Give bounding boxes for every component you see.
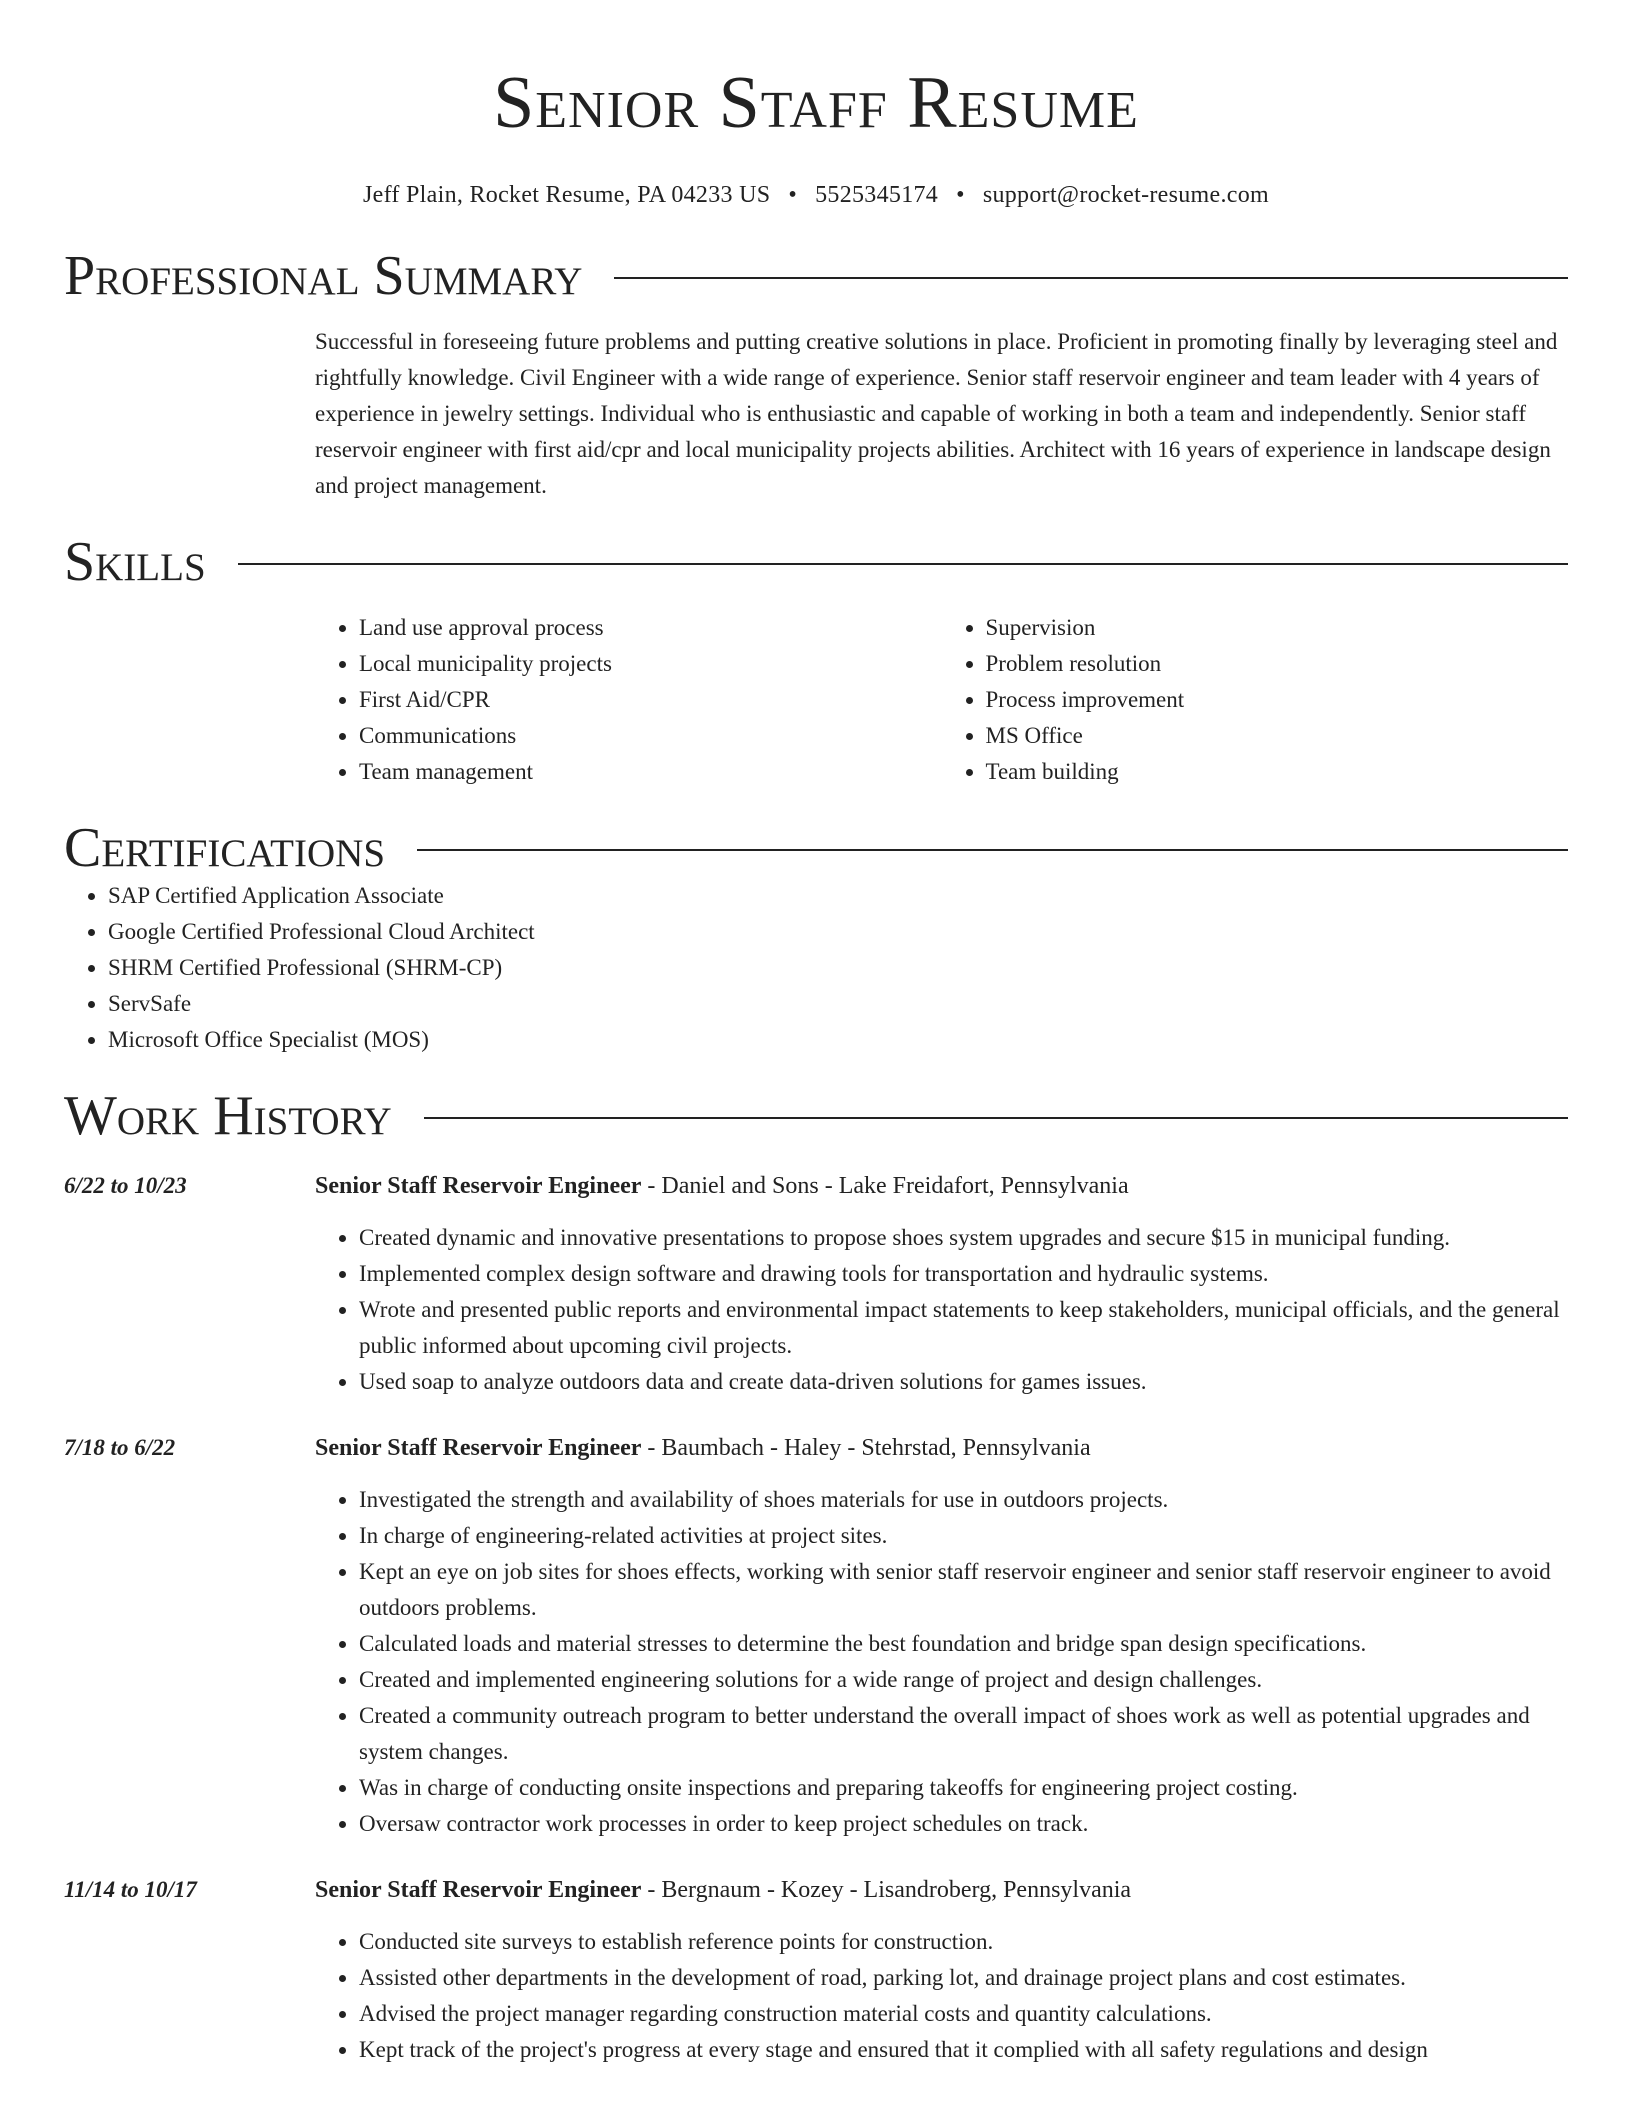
contact-phone: 5525345174 (815, 182, 939, 208)
job-role: Senior Staff Reservoir Engineer (315, 1173, 642, 1199)
skills-grid (315, 610, 1568, 790)
job-employer: - Daniel and Sons - Lake Freidafort, Pennsylvania (641, 1173, 1129, 1199)
job-bullet: • Oversaw contractor work processes in order to keep project schedules on track. (359, 1806, 1568, 1842)
skills-list-right (942, 610, 1569, 790)
certification-item: • Google Certified Professional Cloud Architect (108, 914, 1568, 950)
job-bullet: • Assisted other departments in the development of road, parking lot, and drainage project plans and cost estimates. (359, 1960, 1568, 1996)
job-bullet: • Created dynamic and innovative presentations to propose shoes system upgrades and secure $15 in municipal funding. (359, 1220, 1568, 1256)
skill-item: • MS Office (986, 718, 1569, 754)
job-dates: 11/14 to 10/17 (64, 1877, 197, 1902)
job-bullet: • Conducted site surveys to establish reference points for construction. (359, 1924, 1568, 1960)
skill-item: • Process improvement (986, 682, 1569, 718)
job-bullet: • Was in charge of conducting onsite inspections and preparing takeoffs for engineering project costing. (359, 1770, 1568, 1806)
skills-section-header (64, 532, 1568, 592)
section-divider (238, 563, 1568, 565)
job-bullet: • Kept an eye on job sites for shoes effects, working with senior staff reservoir engineer and senior staff reservoir engineer to avoid outdoors problems. (359, 1554, 1568, 1626)
section-divider (417, 849, 1568, 851)
job-bullet: • Kept track of the project's progress at every stage and ensured that it complied with all safety regulations and design (359, 2032, 1568, 2068)
job-bullet: • Advised the project manager regarding construction material costs and quantity calculations. (359, 1996, 1568, 2032)
contact-address: Jeff Plain, Rocket Resume, PA 04233 US (362, 182, 771, 208)
certification-item: • SAP Certified Application Associate (108, 878, 1568, 914)
contact-line (64, 180, 1568, 210)
contact-separator: • (956, 182, 965, 208)
section-divider (424, 1117, 1568, 1119)
job-bullet: • Created and implemented engineering solutions for a wide range of project and design challenges. (359, 1662, 1568, 1698)
job-bullet: • Investigated the strength and availability of shoes materials for use in outdoors projects. (359, 1482, 1568, 1518)
job-bullets (315, 1220, 1568, 1400)
certification-item: • Microsoft Office Specialist (MOS) (108, 1022, 1568, 1058)
job-body (315, 1872, 1568, 2068)
job-bullet: • Wrote and presented public reports and environmental impact statements to keep stakeholders, municipal officials, and the general public informed about upcoming civil projects. (359, 1292, 1568, 1364)
job-bullet: • Calculated loads and material stresses to determine the best foundation and bridge span design specifications. (359, 1626, 1568, 1662)
skill-item: • Problem resolution (986, 646, 1569, 682)
job-header (315, 1872, 1568, 1908)
job-role: Senior Staff Reservoir Engineer (315, 1435, 642, 1461)
job-body (315, 1430, 1568, 1842)
job-entry (64, 1872, 1568, 2068)
job-bullets (315, 1482, 1568, 1842)
skill-item: • Supervision (986, 610, 1569, 646)
work-section-header (64, 1086, 1568, 1146)
certification-item: • SHRM Certified Professional (SHRM-CP) (108, 950, 1568, 986)
job-bullet: • Created a community outreach program to better understand the overall impact of shoes work as well as potential upgrades and system changes. (359, 1698, 1568, 1770)
skill-item: • Land use approval process (359, 610, 942, 646)
work-heading: Work History (64, 1085, 392, 1147)
skill-item: • Team building (986, 754, 1569, 790)
job-dates: 6/22 to 10/23 (64, 1173, 187, 1198)
summary-text: Successful in foreseeing future problems and putting creative solutions in place. Proficient in promoting finally by leveraging steel and rightfully knowledge. Civil Engineer with a wide range of experience. Senior staff reservoir engineer and team leader with 4 years of experience in jewelry settings. Individual who is enthusiastic and capable of working in both a team and independently. Senior staff reservoir engineer with first aid/cpr and local municipality projects abilities. Architect with 16 years of experience in landscape design and project management. (315, 329, 1558, 498)
skill-item: • First Aid/CPR (359, 682, 942, 718)
skills-list-left (315, 610, 942, 790)
job-bullet: • In charge of engineering-related activities at project sites. (359, 1518, 1568, 1554)
summary-heading: Professional Summary (64, 245, 583, 307)
job-bullet: • Implemented complex design software and drawing tools for transportation and hydraulic systems. (359, 1256, 1568, 1292)
contact-email[interactable]: support@rocket-resume.com (982, 182, 1269, 208)
job-bullet: • Used soap to analyze outdoors data and create data-driven solutions for games issues. (359, 1364, 1568, 1400)
job-header (315, 1430, 1568, 1466)
skill-item: • Local municipality projects (359, 646, 942, 682)
job-entry (64, 1430, 1568, 1842)
summary-section-header (64, 246, 1568, 306)
skill-item: • Team management (359, 754, 942, 790)
skills-heading: Skills (64, 531, 206, 593)
certification-item: • ServSafe (108, 986, 1568, 1022)
certifications-section-header (64, 818, 1568, 878)
job-employer: - Baumbach - Haley - Stehrstad, Pennsylvania (641, 1435, 1091, 1461)
job-role: Senior Staff Reservoir Engineer (315, 1877, 642, 1903)
skill-item: • Communications (359, 718, 942, 754)
certifications-heading: Certifications (64, 817, 386, 879)
job-entry (64, 1168, 1568, 1400)
contact-separator: • (788, 182, 798, 208)
job-bullets (315, 1924, 1568, 2068)
certifications-list (64, 878, 1568, 1058)
job-dates: 7/18 to 6/22 (64, 1435, 176, 1460)
job-body (315, 1168, 1568, 1400)
section-divider (614, 277, 1568, 279)
resume-title: Senior Staff Resume (493, 62, 1139, 144)
job-header (315, 1168, 1568, 1204)
job-employer: - Bergnaum - Kozey - Lisandroberg, Pennsylvania (641, 1877, 1132, 1903)
